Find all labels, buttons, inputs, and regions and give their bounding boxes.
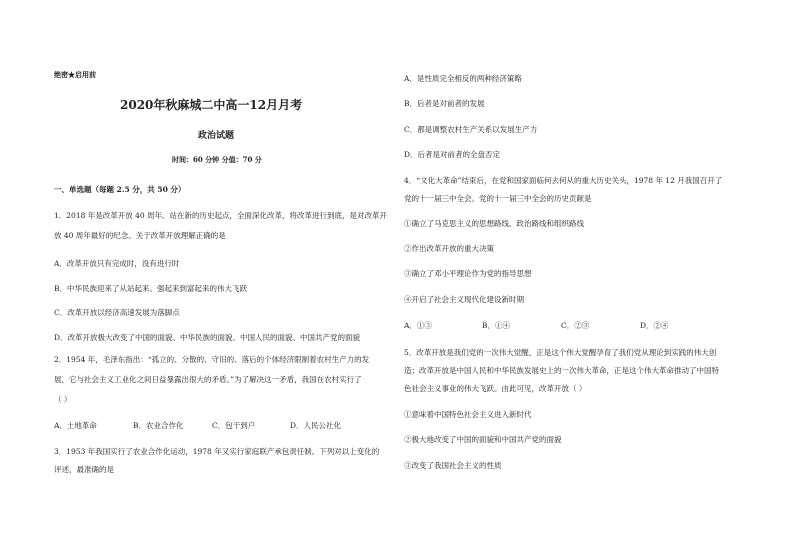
q4-option-d: D．②④: [640, 321, 669, 330]
subject-title: 政治试题: [198, 131, 235, 141]
q3-option-a: A．是性质完全相反的两种经济策略: [404, 74, 522, 83]
q3-stem-line1: 3．1953 年我国实行了农业合作化运动，1978 年又实行家庭联产承包责任制。下列对以上变化的: [54, 447, 380, 456]
q1-option-a: A．改革开放只有完成时，没有进行时: [54, 259, 180, 268]
q5-item-2: ②极大地改变了中国的面貌和中国共产党的面貌: [404, 435, 562, 444]
q1-stem-line1: 1．2018 年是改革开放 40 周年。站在新的历史起点，全面深化改革，将改革进行到底，是对改革开: [54, 211, 388, 220]
q5-stem-line1: 5．改革开放是我们党的一次伟大觉醒，正是这个伟大觉醒孕育了我们党从理论到实践的伟大创: [404, 348, 717, 357]
q3-option-d: D．后者是对前者的全盘否定: [404, 150, 501, 159]
exam-title: 2020年秋麻城二中高一12月月考: [120, 98, 303, 112]
q4-item-1: ①确立了马克思主义的思想路线、政治路线和组织路线: [404, 219, 584, 228]
q5-stem-line2: 造；改革开放是中国人民和中华民族发展史上的一次伟大革命，正是这个伟大革命推动了中国特: [404, 366, 719, 375]
q3-stem-line2: 评述，最准确的是: [54, 465, 114, 474]
section-heading: 一、单选题（每题 2.5 分，共 50 分）: [54, 185, 186, 194]
q4-stem-line2: 党的十一届三中全会。党的十一届三中全会的历史贡献是: [404, 194, 592, 203]
q2-stem-line3: （ ）: [54, 395, 72, 404]
secret-mark: 绝密★启用前: [54, 70, 96, 79]
q2-option-d: D．人民公社化: [290, 421, 342, 430]
q1-option-c: C．改革开放以经济高速发展为落脚点: [54, 308, 180, 317]
q3-option-b: B．后者是对前者的发展: [404, 99, 485, 108]
q2-option-c: C．包干到户: [212, 421, 256, 430]
q5-item-3: ③改变了我国社会主义的性质: [404, 461, 502, 470]
q4-option-c: C．②③: [561, 321, 590, 330]
q4-item-3: ③确立了邓小平理论作为党的指导思想: [404, 269, 532, 278]
q4-option-b: B．①④: [482, 321, 511, 330]
q4-option-a: A．①③: [404, 321, 432, 330]
q4-item-4: ④开启了社会主义现代化建设新时期: [404, 295, 524, 304]
q1-option-b: B．中华民族迎来了从站起来、强起来到富起来的伟大飞跃: [54, 284, 248, 293]
q5-stem-line3: 色社会主义事业的伟大飞跃。由此可见，改革开放（ ）: [404, 384, 587, 393]
q1-stem-line2: 放 40 周年最好的纪念。关于改革开放理解正确的是: [54, 231, 226, 240]
q1-option-d: D．改革开放极大改变了中国的面貌、中华民族的面貌、中国人民的面貌、中国共产党的面貌: [54, 333, 361, 342]
q2-option-b: B．农业合作化: [133, 421, 184, 430]
q3-option-c: C．都是调整农村生产关系以发展生产力: [404, 125, 538, 134]
q4-item-2: ②作出改革开放的重大决策: [404, 244, 494, 253]
q2-option-a: A．土地革命: [54, 421, 97, 430]
q2-stem-line1: 2．1954 年，毛泽东指出：“孤立的、分散的、守旧的、落后的个体经济限制着农村生产力的发: [54, 355, 370, 364]
q5-item-1: ①意味着中国特色社会主义进入新时代: [404, 410, 532, 419]
q2-stem-line2: 展，它与社会主义工业化之间日益暴露出很大的矛盾。”为了解决这一矛盾，我国在农村实行了: [54, 375, 362, 384]
exam-info: 时间：60 分钟 分值：70 分: [172, 155, 262, 164]
q4-stem-line1: 4．“文化大革命”结束后，在党和国家面临何去何从的重大历史关头，1978 年 12 月我国召开了: [404, 176, 723, 185]
